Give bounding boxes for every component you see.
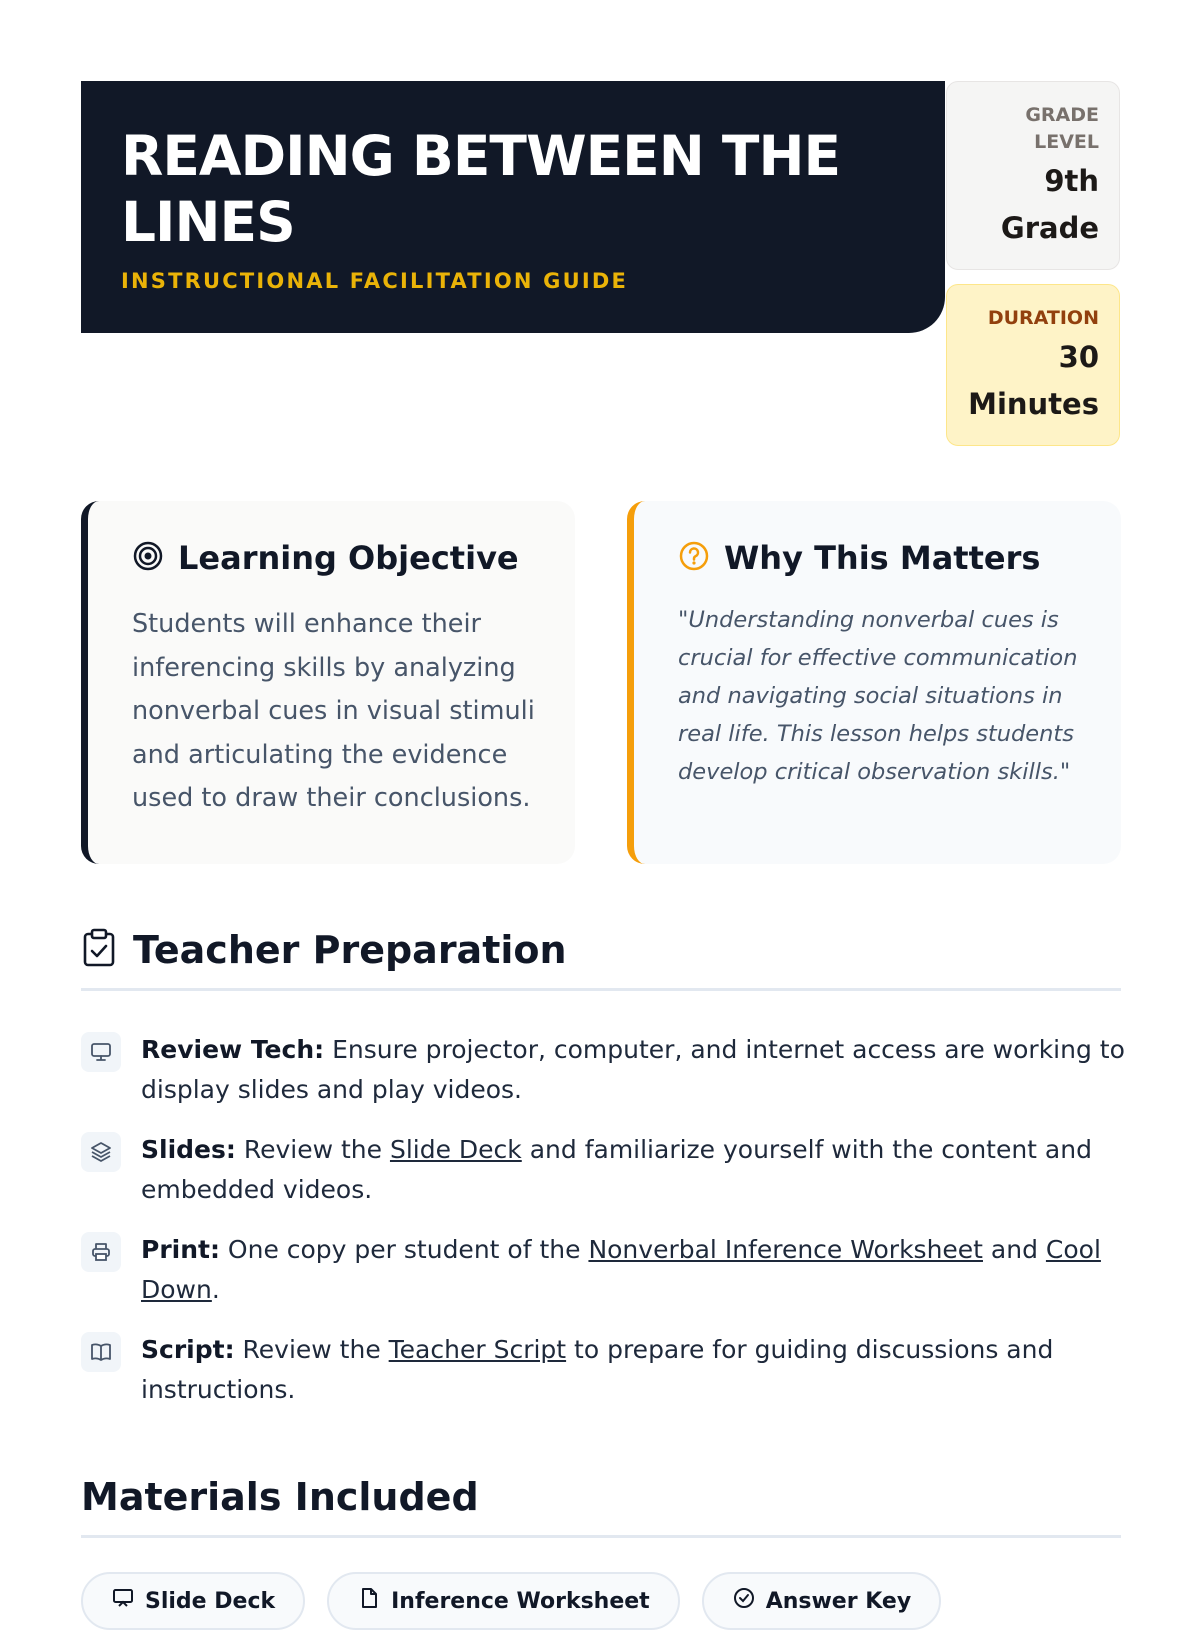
prep-item-body: Ensure projector, computer, and internet access are working to display slides and play videos. — [141, 1035, 1125, 1104]
monitor-icon — [81, 1032, 121, 1072]
learning-objective-text: Students will enhance their inferencing skills by analyzing nonverbal cues in visual stimuli and articulating the evidence used to draw their conclusions. — [132, 609, 535, 813]
prep-item-body: Review the — [235, 1135, 390, 1164]
prep-item-body: Review the — [234, 1335, 389, 1364]
prep-item-body: One copy per student of the — [219, 1235, 589, 1264]
learning-objective-card — [81, 501, 575, 864]
material-label: Answer Key — [765, 1588, 912, 1614]
materials-included-header — [81, 1475, 1121, 1538]
material-label: Slide Deck — [145, 1588, 276, 1614]
grade-level-label: GRADE LEVEL — [1025, 104, 1099, 153]
duration-label: DURATION — [987, 307, 1099, 329]
why-this-matters-card — [627, 501, 1121, 864]
cool-down-link[interactable]: Cool Down — [141, 1235, 1101, 1304]
grade-level-card — [946, 81, 1120, 270]
material-inference-worksheet[interactable] — [327, 1572, 680, 1630]
prep-item-body: and familiarize yourself with the content and embedded videos. — [141, 1135, 1092, 1204]
prep-item-text — [141, 1230, 1131, 1310]
prep-item-label: Print: — [141, 1235, 220, 1264]
material-label: Inference Worksheet — [391, 1588, 650, 1614]
question-circle-icon — [678, 540, 710, 576]
prep-item-body: and — [982, 1235, 1046, 1264]
why-this-matters-title: Why This Matters — [724, 539, 1041, 577]
prep-item-label: Review Tech: — [141, 1035, 325, 1064]
presentation-icon — [111, 1586, 135, 1616]
materials-included-title: Materials Included — [81, 1475, 479, 1519]
list-item — [81, 1230, 1131, 1310]
list-item — [81, 1130, 1131, 1210]
clipboard-check-icon — [81, 928, 117, 972]
prep-item-body: . — [211, 1275, 220, 1304]
prep-item-text — [141, 1130, 1131, 1210]
teacher-preparation-header — [81, 928, 1121, 991]
file-icon — [357, 1586, 381, 1616]
material-slide-deck[interactable] — [81, 1572, 305, 1630]
duration-value: 30 Minutes — [968, 340, 1099, 421]
learning-objective-title: Learning Objective — [178, 539, 519, 577]
list-item — [81, 1330, 1131, 1410]
teacher-preparation-title: Teacher Preparation — [133, 928, 567, 972]
layers-icon — [81, 1132, 121, 1172]
prep-item-label: Script: — [141, 1335, 235, 1364]
printer-icon — [81, 1232, 121, 1272]
page-title: READING BETWEEN THE LINES — [121, 124, 841, 254]
target-icon — [132, 540, 164, 576]
prep-item-text — [141, 1030, 1131, 1110]
page-subtitle: INSTRUCTIONAL FACILITATION GUIDE — [121, 269, 629, 293]
prep-item-text — [141, 1330, 1131, 1410]
prep-item-body: to prepare for guiding discussions and instructions. — [141, 1335, 1054, 1404]
teacher-script-link[interactable]: Teacher Script — [388, 1335, 567, 1364]
duration-card — [946, 284, 1120, 446]
book-open-icon — [81, 1332, 121, 1372]
header-banner — [81, 81, 945, 333]
why-this-matters-quote: "Understanding nonverbal cues is crucial for effective communication and navigating social situations in real life. This lesson helps students develop critical observation skills." — [678, 607, 1078, 785]
list-item — [81, 1030, 1131, 1110]
grade-level-value: 9th Grade — [1000, 164, 1099, 245]
teacher-preparation-list — [81, 1030, 1131, 1430]
check-circle-icon — [732, 1586, 756, 1616]
slide-deck-link[interactable]: Slide Deck — [389, 1135, 522, 1164]
materials-list — [81, 1572, 941, 1630]
prep-item-label: Slides: — [141, 1135, 236, 1164]
material-answer-key[interactable] — [702, 1572, 941, 1630]
nonverbal-inference-worksheet-link[interactable]: Nonverbal Inference Worksheet — [588, 1235, 983, 1264]
